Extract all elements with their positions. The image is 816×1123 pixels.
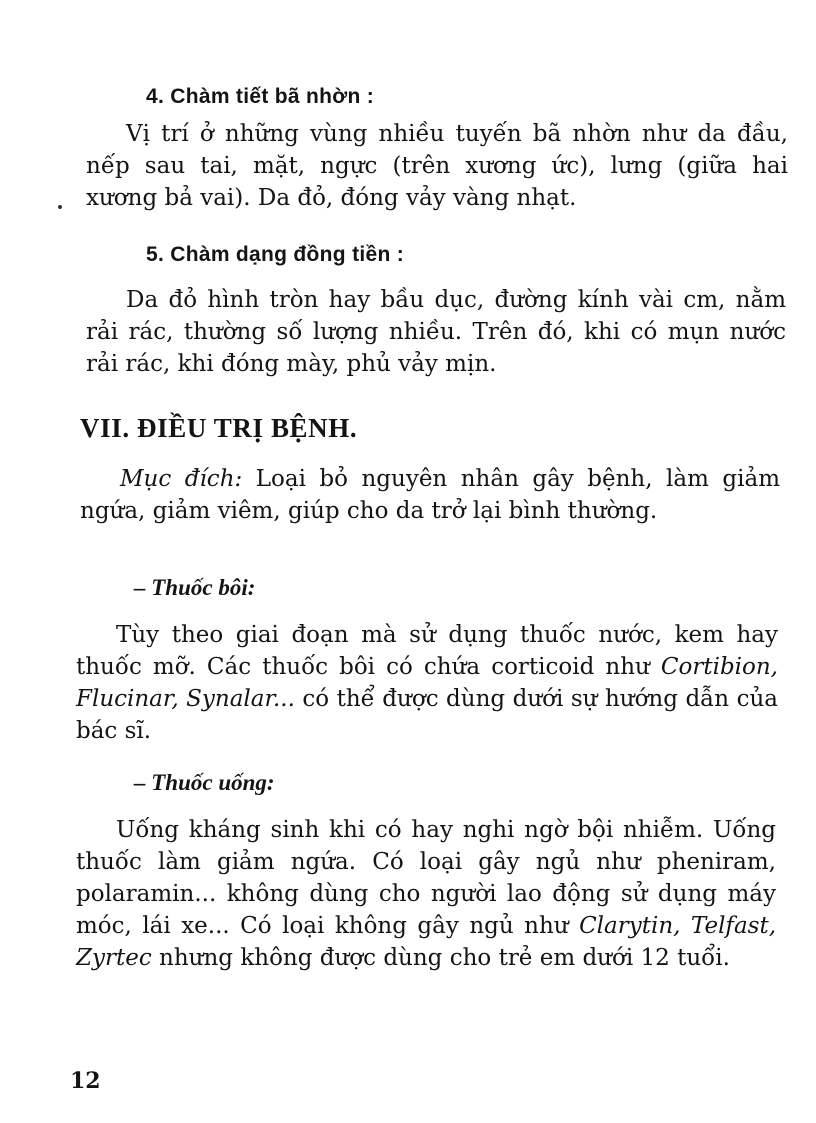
heading-seborrheic-eczema: 4. Chàm tiết bã nhờn : bbox=[146, 85, 375, 108]
paragraph-seborrheic-eczema: Vị trí ở những vùng nhiều tuyến bã nhờn như da đầu, nếp sau tai, mặt, ngực (trên xương ức), lưng (giữa hai xương bả vai). Da đỏ, đóng vảy vàng nhạt. bbox=[86, 121, 788, 211]
paragraph-purpose bbox=[80, 463, 780, 527]
paragraph-oral-medicine bbox=[76, 814, 776, 974]
purpose-label: Mục đích: bbox=[120, 466, 243, 492]
oral-text-2: nhưng không được dùng cho trẻ em dưới 12 tuổi. bbox=[151, 945, 730, 971]
oral-text-1: Uống kháng sinh khi có hay nghi ngờ bội nhiễm. Uống thuốc làm giảm ngứa. Có loại gây ngủ như pheniram, polaramin... không dùng cho người lao động sử dụng máy móc, lái xe... Có loại không gây ngủ như bbox=[76, 817, 776, 939]
subheading-topical-medicine: – Thuốc bôi: bbox=[134, 575, 256, 600]
oral-drug-names: Clarytin, Telfast, Zyrtec bbox=[76, 913, 777, 971]
heading-nummular-eczema: 5. Chàm dạng đồng tiền : bbox=[146, 243, 405, 266]
subheading-oral-medicine: – Thuốc uống: bbox=[134, 770, 275, 795]
section-title-treatment: VII. ĐIỀU TRỊ BỆNH. bbox=[80, 413, 358, 443]
topical-text-1: Tùy theo giai đoạn mà sử dụng thuốc nước, kem hay thuốc mỡ. Các thuốc bôi có chứa corticoid như bbox=[76, 622, 778, 680]
topical-drug-names: Cortibion, Flucinar, Synalar... bbox=[76, 654, 778, 712]
purpose-text: Loại bỏ nguyên nhân gây bệnh, làm giảm ngứa, giảm viêm, giúp cho da trở lại bình thường. bbox=[80, 466, 781, 524]
paragraph-topical-medicine bbox=[76, 619, 778, 747]
margin-dot bbox=[58, 205, 62, 209]
topical-text-2: có thể được dùng dưới sự hướng dẫn của bác sĩ. bbox=[76, 686, 778, 744]
page-number: 12 bbox=[70, 1068, 101, 1094]
paragraph-nummular-eczema: Da đỏ hình tròn hay bầu dục, đường kính vài cm, nằm rải rác, thường số lượng nhiều. Trên đó, khi có mụn nước rải rác, khi đóng mày, phủ vảy mịn. bbox=[86, 287, 786, 377]
